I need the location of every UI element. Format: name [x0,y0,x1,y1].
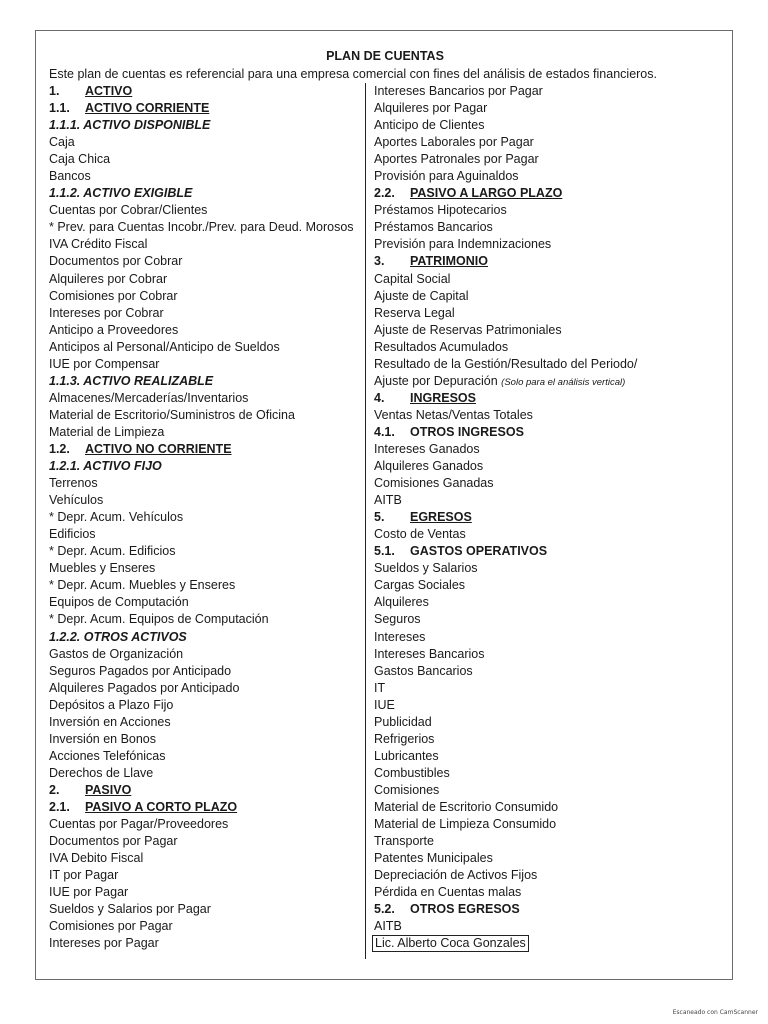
account-item: Ventas Netas/Ventas Totales [374,407,533,422]
account-item: Depósitos a Plazo Fijo [49,697,174,712]
account-item: Comisiones Ganadas [374,476,494,491]
account-item: Caja [49,135,75,150]
account-item: Derechos de Llave [49,765,154,780]
section-heading [49,100,354,117]
account-item: Intereses [374,629,426,644]
account-item: IVA Crédito Fiscal [49,237,148,252]
account-item: Refrigerios [374,731,435,746]
section-title: EGRESOS [410,510,472,525]
account-item: * Depr. Acum. Vehículos [49,510,184,525]
section-heading [49,441,354,458]
section-title: ACTIVO CORRIENTE [85,101,210,116]
account-item: Cuentas por Cobrar/Clientes [49,203,208,218]
account-item: Gastos de Organización [49,646,184,661]
section-number: 5.1. [374,544,395,559]
account-item: Comisiones por Cobrar [49,288,178,303]
section-number: 4. [374,390,385,405]
section-heading [49,782,354,799]
account-item: Patentes Municipales [374,851,493,866]
account-item-note: (Solo para el análisis vertical) [501,376,626,388]
account-item: Sueldos y Salarios [374,561,478,576]
account-item: Acciones Telefónicas [49,748,166,763]
account-item: Transporte [374,834,434,849]
account-item: Intereses Bancarios por Pagar [374,84,543,98]
account-item: Capital Social [374,271,451,286]
account-item: Inversión en Acciones [49,714,171,729]
section-title: ACTIVO [85,84,133,98]
account-item: IT por Pagar [49,868,119,883]
account-item: IUE por Compensar [49,356,160,371]
section-title: ACTIVO NO CORRIENTE [85,441,232,456]
account-group-heading: 1.1.1. ACTIVO DISPONIBLE [49,118,211,133]
account-item: Alquileres por Cobrar [49,271,168,286]
account-item: Material de Limpieza [49,424,165,439]
account-item-label: Ajuste por Depuración [374,373,498,388]
section-title: GASTOS OPERATIVOS [410,544,548,559]
section-title: PASIVO A LARGO PLAZO [410,186,563,201]
account-item: IVA Debito Fiscal [49,851,144,866]
account-item: Ajuste de Capital [374,288,469,303]
account-group-heading: 1.1.3. ACTIVO REALIZABLE [49,373,214,388]
section-heading [49,83,354,100]
account-item: Almacenes/Mercaderías/Inventarios [49,390,249,405]
account-item: Previsión para Indemnizaciones [374,237,552,252]
section-number: 2.1. [49,799,70,814]
account-item: Comisiones [374,782,440,797]
right-column [374,83,637,952]
account-item: Reserva Legal [374,305,455,320]
account-item: IUE por Pagar [49,885,129,900]
scanner-watermark: Escaneado con CamScanner [672,1009,758,1016]
section-number: 1.1. [49,101,70,116]
account-item: Publicidad [374,714,432,729]
account-item: Préstamos Bancarios [374,220,493,235]
document-intro: Este plan de cuentas es referencial para una empresa comercial con fines del análisis de estados financieros. [49,67,657,81]
account-item: Inversión en Bonos [49,731,157,746]
left-column [49,83,354,952]
account-item: Pérdida en Cuentas malas [374,885,522,900]
account-item: Material de Limpieza Consumido [374,817,557,832]
account-item: Aportes Patronales por Pagar [374,152,539,167]
account-item: Equipos de Computación [49,595,189,610]
section-title: INGRESOS [410,390,476,405]
account-group-heading: 1.1.2. ACTIVO EXIGIBLE [49,186,193,201]
account-item: Intereses Bancarios [374,646,485,661]
account-item: Préstamos Hipotecarios [374,203,507,218]
account-item: Gastos Bancarios [374,663,473,678]
account-item: IUE [374,697,395,712]
subsection-heading [374,901,637,918]
account-item: Depreciación de Activos Fijos [374,868,538,883]
section-heading [374,390,637,407]
account-item: Sueldos y Salarios por Pagar [49,902,211,917]
section-heading [374,185,637,202]
section-heading [374,253,637,270]
document-title: PLAN DE CUENTAS [326,49,444,63]
account-item: Edificios [49,527,96,542]
account-item: Aportes Laborales por Pagar [374,135,534,150]
section-title: PASIVO A CORTO PLAZO [85,799,238,814]
account-item: Intereses por Pagar [49,936,159,951]
account-item: Vehículos [49,493,104,508]
subsection-heading [374,543,637,560]
section-title: PATRIMONIO [410,254,489,269]
document-page [35,30,733,980]
section-heading [374,509,637,526]
account-item: AITB [374,919,402,934]
section-number: 3. [374,254,385,269]
account-group-heading: 1.2.1. ACTIVO FIJO [49,459,162,474]
section-number: 5.2. [374,902,395,917]
account-item: Muebles y Enseres [49,561,156,576]
section-title: OTROS EGRESOS [410,902,520,917]
account-item: Combustibles [374,765,450,780]
account-item: * Depr. Acum. Muebles y Enseres [49,578,236,593]
account-item: Intereses por Cobrar [49,305,164,320]
column-divider [365,83,366,959]
account-item: Alquileres Ganados [374,459,484,474]
account-item: Seguros [374,612,421,627]
account-item: Terrenos [49,476,98,491]
signature-line [374,935,637,952]
account-item: Bancos [49,169,91,184]
account-item: Alquileres Pagados por Anticipado [49,680,240,695]
account-group-heading: 1.2.2. OTROS ACTIVOS [49,629,187,644]
section-title: OTROS INGRESOS [410,424,524,439]
section-title: PASIVO [85,782,132,797]
section-number: 5. [374,510,385,525]
account-item: Anticipos al Personal/Anticipo de Sueldos [49,339,280,354]
account-item: Material de Escritorio Consumido [374,799,559,814]
account-item: Anticipo de Clientes [374,118,485,133]
account-item: Provisión para Aguinaldos [374,169,519,184]
account-item: Seguros Pagados por Anticipado [49,663,232,678]
account-item: Comisiones por Pagar [49,919,173,934]
account-item: * Prev. para Cuentas Incobr./Prev. para Deud. Morosos [49,220,354,235]
section-number: 4.1. [374,424,395,439]
account-item: IT [374,680,386,695]
account-item: Resultados Acumulados [374,339,509,354]
account-item: Alquileres por Pagar [374,101,488,116]
account-item: Lubricantes [374,748,439,763]
account-item: Alquileres [374,595,429,610]
account-item: * Depr. Acum. Equipos de Computación [49,612,269,627]
account-item: Material de Escritorio/Suministros de Oficina [49,407,295,422]
author-signature: Lic. Alberto Coca Gonzales [372,935,529,952]
account-item: AITB [374,493,402,508]
section-heading [49,799,354,816]
account-item: Cargas Sociales [374,578,466,593]
section-number: 2. [49,782,60,797]
account-item: Intereses Ganados [374,441,480,456]
account-item: Ajuste de Reservas Patrimoniales [374,322,562,337]
account-item: Caja Chica [49,152,111,167]
account-item [374,373,637,390]
account-item: Cuentas por Pagar/Proveedores [49,817,229,832]
account-item: Costo de Ventas [374,527,466,542]
section-number: 2.2. [374,186,395,201]
account-item: Documentos por Pagar [49,834,178,849]
account-item: Documentos por Cobrar [49,254,183,269]
account-item: Resultado de la Gestión/Resultado del Periodo/ [374,356,638,371]
account-item: Anticipo a Proveedores [49,322,179,337]
section-number: 1. [49,84,60,98]
subsection-heading [374,424,637,441]
section-number: 1.2. [49,441,70,456]
account-item: * Depr. Acum. Edificios [49,544,176,559]
